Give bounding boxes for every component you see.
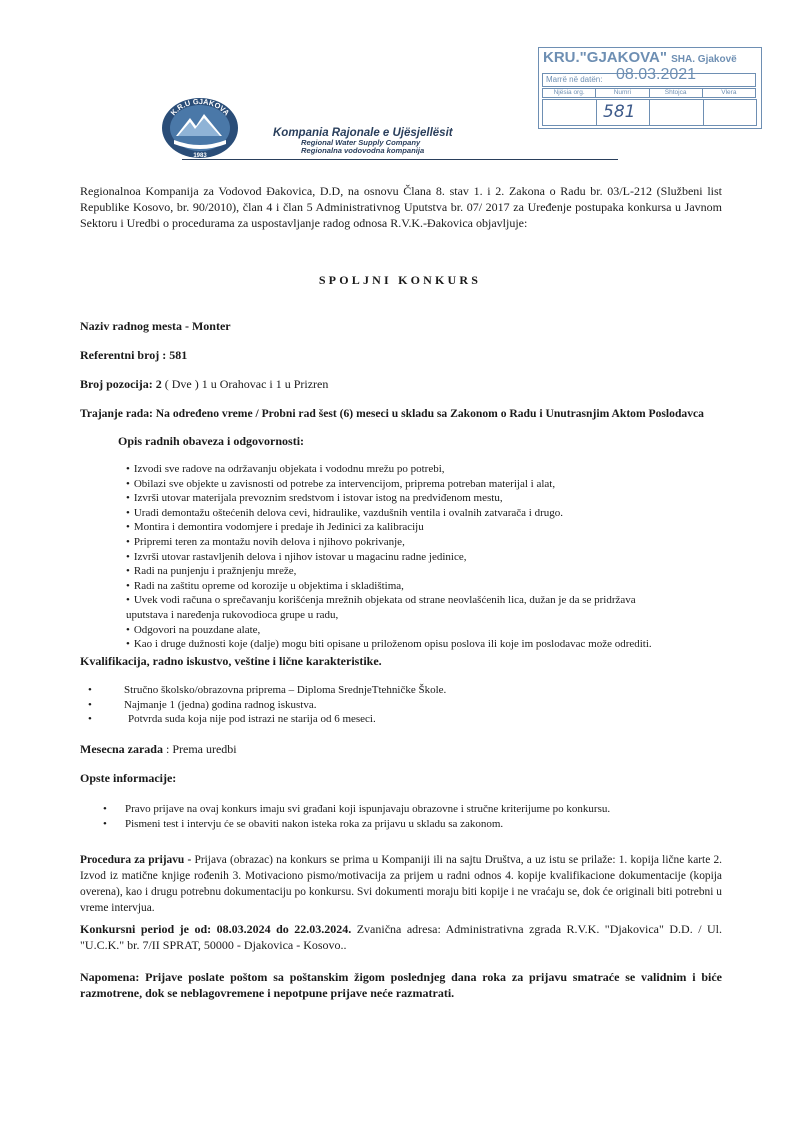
list-item: • Radi na zaštitu opreme od korozije u objektima i skladištima, — [126, 579, 706, 594]
period-label: Konkursni period je od: 08.03.2024 do 22.03.2024. — [80, 922, 352, 936]
positions-line — [80, 376, 328, 392]
list-item: • Radi na punjenju i pražnjenju mreže, — [126, 564, 706, 579]
stamp-title — [543, 49, 737, 66]
logo-text-ring — [160, 96, 240, 160]
job-title-label: Naziv radnog mesta - — [80, 319, 189, 333]
note-label: Napomena: — [80, 970, 140, 984]
qualification-heading: Kvalifikacija, radno iskustvo, veštine i lične karakteristike. — [80, 654, 382, 668]
period-paragraph — [80, 921, 722, 953]
logo-name: K.R.U GJAKOVA — [168, 96, 232, 118]
list-item: • Izvrši utovar rastavljenih delova i njihov istovar u magacinu radne jedinice, — [126, 550, 706, 565]
stamp-date-value: 08.03.2021 — [616, 66, 697, 83]
general-info-list — [103, 802, 723, 831]
company-name-english: Regional Water Supply Company — [301, 138, 421, 148]
reference-number: Referentni broj : 581 — [80, 348, 188, 362]
list-item: • Montira i demontira vodomjere i predaje ih Jedinici za kalibraciju — [126, 520, 706, 535]
list-item: • Najmanje 1 (jedna) godina radnog iskustva. — [88, 698, 317, 711]
stamp-number: 581 — [603, 102, 636, 122]
general-info-heading: Opste informacije: — [80, 771, 177, 785]
salary-label: Mesecna zarada — [80, 742, 163, 756]
company-name-serbian: Regionalna vodovodna kompanija — [301, 146, 425, 156]
stamp-title-main: KRU."GJAKOVA" — [543, 49, 667, 66]
list-item: • Potvrda suda koja nije pod istrazi ne starija od 6 meseci. — [88, 713, 376, 725]
company-name-albanian: Kompania Rajonale e Ujësjellësit — [273, 127, 453, 139]
list-item: • Pripremi teren za montažu novih delova i njihovo pokrivanje, — [126, 535, 706, 550]
list-item: • Kao i druge dužnosti koje (dalje) mogu biti opisane u priloženom opisu poslova ili koje im poslodavac može odrediti. — [126, 637, 706, 652]
stamp-boxes — [542, 99, 756, 126]
job-title-value: Monter — [191, 319, 231, 333]
document-title: SPOLJNI KONKURS — [318, 273, 482, 287]
procedure-text: Prijava (obrazac) na konkurs se prima u Kompaniji ili na sajtu Društva, a uz istu se prilaže: 1. kopija lične karte 2. Izvod iz matične knjige rođenih 3. Motivaciono pismo/motivacija za prijem u radni odnos 4. kopije kvalifikacione dokumentacije (kopija overena), kao i drugu potrebnu dokumentaciju po konkursu. Svi dokumenti moraju biti kopije i ne vraćaju se, dok će originali biti potrebni u vreme intervjua. — [80, 854, 723, 914]
header-divider — [182, 159, 618, 160]
stamp-cell-labels — [542, 88, 756, 98]
qualification-list — [88, 683, 648, 727]
salary-value: : Prema uredbi — [165, 742, 237, 756]
stamp-title-suffix: SHA. Gjakovë — [671, 54, 737, 65]
stamp-box — [703, 99, 758, 126]
positions-value: ( Dve ) 1 u Orahovac i 1 u Prizren — [164, 377, 329, 391]
stamp-cell-numri: Numri — [596, 89, 649, 97]
logo-year: 1983 — [193, 153, 207, 159]
salary-line — [80, 741, 237, 757]
list-item: • Izvodi sve radove na održavanju objekata i vododnu mrežu po potrebi, — [126, 462, 706, 477]
stamp-cell-vlera: Vlera — [721, 89, 737, 96]
list-item: • Stručno školsko/obrazovna priprema – Diploma SrednjeTtehničke Škole. — [88, 684, 447, 696]
stamp-cell-org: Njësia org. — [543, 89, 596, 97]
list-item: • Izvrši utovar materijala prevoznim sredstvom i istovar istog na predviđenom mestu, — [126, 491, 706, 506]
list-item: • Uradi demontažu oštećenih delova cevi, hidraulike, vazdušnih ventila i ovalnih zatvarača i drugo. — [126, 506, 706, 521]
stamp-cell-shtojca: Shtojca — [650, 89, 703, 97]
procedure-label: Procedura za prijavu - — [80, 854, 192, 866]
list-item-continuation: uputstava i naređenja rukovodioca grupe u radu, — [126, 608, 339, 621]
period-text: Zvanična adresa: Administrativna zgrada R.V.K. "Djakovica" D.D. / Ul. "U.C.K." br. 7/II SPRAT, 50000 - Djakovica - Kosovo.. — [80, 922, 722, 952]
stamp-box — [542, 99, 597, 126]
duties-list — [126, 462, 706, 652]
list-item: • Odgovori na pouzdane alate, — [126, 623, 706, 638]
list-item: • Obilazi sve objekte u zavisnosti od potrebe za intervencijom, priprema potreban materijal i alat, — [126, 477, 706, 492]
list-item: • Pismeni test i intervju će se obaviti nakon isteka roka za prijavu u skladu sa zakonom. — [103, 817, 504, 830]
list-item: • Pravo prijave na ovaj konkurs imaju svi građani koji ispunjavaju obrazovne i stručne kriterijume po konkursu. — [103, 803, 611, 815]
company-name-block — [273, 127, 503, 155]
stamp-date-label: Marrë në datën: — [546, 75, 603, 84]
svg-text:K.R.U GJAKOVA — [169, 97, 232, 118]
duration-line: Trajanje rada: Na određeno vreme / Probni rad šest (6) meseci u skladu sa Zakonom o Radu i Unutrasnjim Aktom Poslodavca — [80, 407, 704, 420]
intro-paragraph: Regionalnoa Kompanija za Vodovod Đakovica, D.D, na osnovu Člana 8. stav 1. i 2. Zakona o Radu br. 03/L-212 (Službeni list Republike Kosovo, br. 90/2010), član 4 i član 5 Administrativnog Uputstva br. 07/ 2017 za Uređenje postupaka konkursa u Javnom Sektoru i Uredbi o procedurama za uspostavljanje radog odnosa R.V.K.-Đakovica objavljuje: — [80, 184, 722, 230]
list-item: • Uvek vodi računa o sprečavanju korišćenja mrežnih objekata od strane neovlašćenih lica, dužan je da se pridržava — [126, 593, 706, 608]
note-paragraph — [80, 969, 722, 1001]
job-title-line — [80, 318, 231, 334]
note-text: Prijave poslate poštom sa poštanskim žigom poslednjeg dana roka za prijavu smatraće se validnim i biće razmotrene, dok se neblagovremene i nepotpune prijave neće razmatrati. — [80, 970, 722, 1000]
stamp-box — [649, 99, 704, 126]
duties-heading: Opis radnih obaveza i odgovornosti: — [118, 434, 305, 448]
registration-stamp — [538, 47, 762, 129]
procedure-paragraph — [80, 852, 722, 916]
positions-label: Broj pozocija: 2 — [80, 377, 162, 391]
